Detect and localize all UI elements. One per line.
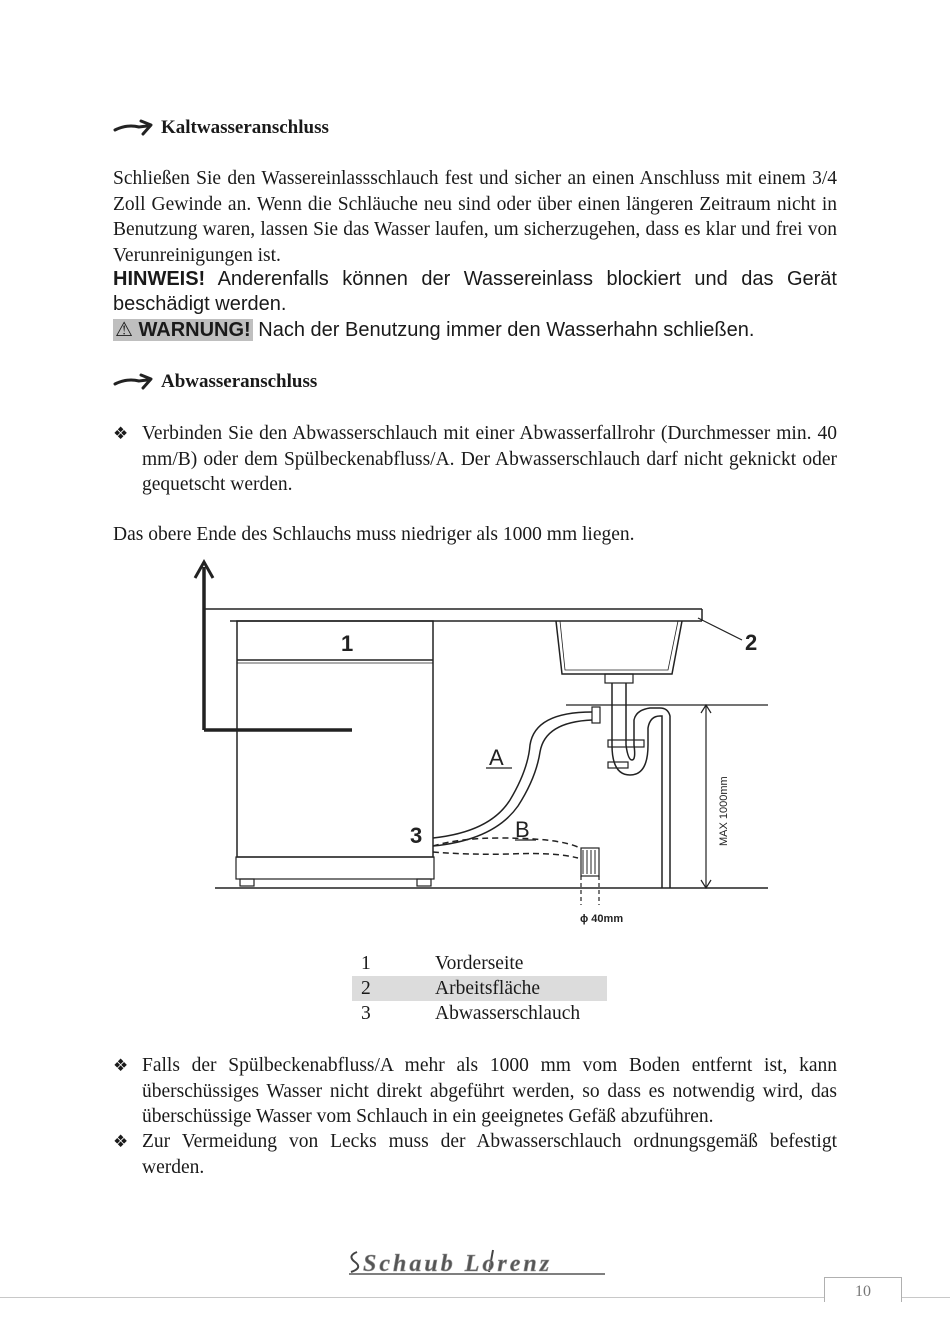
overflow-bullet (113, 1053, 837, 1130)
note-label: HINWEIS! (113, 268, 206, 290)
legend-label: Vorderseite (435, 952, 524, 974)
diagram-label-hose: 3 (410, 823, 423, 848)
table-row (352, 1001, 607, 1026)
bullet-icon: ❖ (113, 1132, 129, 1151)
page-number: 10 (824, 1277, 902, 1302)
diagram-max-height: MAX 1000mm (718, 776, 730, 846)
drain-bullet (113, 421, 837, 498)
bullet-icon: ❖ (113, 1056, 129, 1075)
heading-title: Abwasseranschluss (161, 371, 318, 393)
footer-divider (901, 1297, 950, 1298)
cold-water-paragraph: Schließen Sie den Wassereinlassschlauch fest und sicher an einen Anschluss mit einem 3/4 Zoll Gewinde an. Wenn die Schläuche neu sind oder über einen längeren Zeitraum nicht in Benutzung waren, lassen Sie das Wasser laufen, um sicherzugehen, dass es klar und frei von Verunreinigungen ist. (113, 168, 837, 266)
bullet-icon: ❖ (113, 424, 129, 443)
bullet-text: Falls der Spülbeckenabfluss/A mehr als 1000 mm vom Boden entfernt ist, kann überschüssiges Wasser nicht direkt abgeführt werden, so dass es notwendig wird, das überschüssige Wasser vom Schlauch in ein geeignetes Gefäß abzuführen. (142, 1055, 837, 1127)
legend-label: Abwasserschlauch (435, 1002, 581, 1024)
leak-bullet (113, 1129, 837, 1180)
table-row (352, 976, 607, 1001)
diagram-diameter: ɸ 40mm (580, 913, 624, 925)
legend-number: 3 (361, 1002, 371, 1024)
drain-installation-diagram (0, 550, 950, 940)
warning-label-box (113, 319, 253, 341)
footer-divider (0, 1297, 824, 1298)
note-paragraph (113, 267, 837, 317)
warning-label: WARNUNG! (138, 319, 251, 341)
diagram-label-front: 1 (341, 631, 354, 656)
legend-table (352, 951, 607, 1026)
warning-icon: ⚠ (115, 319, 133, 341)
drain-height-paragraph: Das obere Ende des Schlauchs muss niedriger als 1000 mm liegen. (113, 524, 635, 545)
diagram-label-countertop: 2 (745, 630, 758, 655)
legend-label: Arbeitsfläche (435, 976, 607, 1001)
bullet-text: Verbinden Sie den Abwasserschlauch mit einer Abwasserfallrohr (Durchmesser min. 40 mm/B) oder dem Spülbeckenabfluss/A. Der Abwasserschlauch darf nicht geknickt oder gequetscht werden. (142, 423, 837, 495)
brand-logo (343, 1244, 609, 1284)
warning-text: Nach der Benutzung immer den Wasserhahn schließen. (252, 319, 755, 341)
legend-number: 2 (352, 976, 435, 1001)
heading-cold-water (113, 115, 329, 141)
brand-logo-text: Schaub Lorenz (363, 1251, 553, 1277)
hand-arrow-icon (113, 372, 155, 392)
diagram-label-a: A (489, 745, 504, 770)
hand-arrow-icon (113, 118, 155, 138)
table-row (352, 951, 607, 976)
warning-paragraph (113, 318, 837, 343)
note-text: Anderenfalls können der Wassereinlass blockiert und das Gerät beschädigt werden. (113, 268, 837, 315)
bullet-text: Zur Vermeidung von Lecks muss der Abwasserschlauch ordnungsgemäß befestigt werden. (142, 1131, 837, 1178)
heading-title: Kaltwasseranschluss (161, 117, 329, 139)
diagram-label-b: B (515, 817, 530, 842)
legend-number: 1 (361, 952, 371, 974)
heading-drain (113, 369, 317, 395)
